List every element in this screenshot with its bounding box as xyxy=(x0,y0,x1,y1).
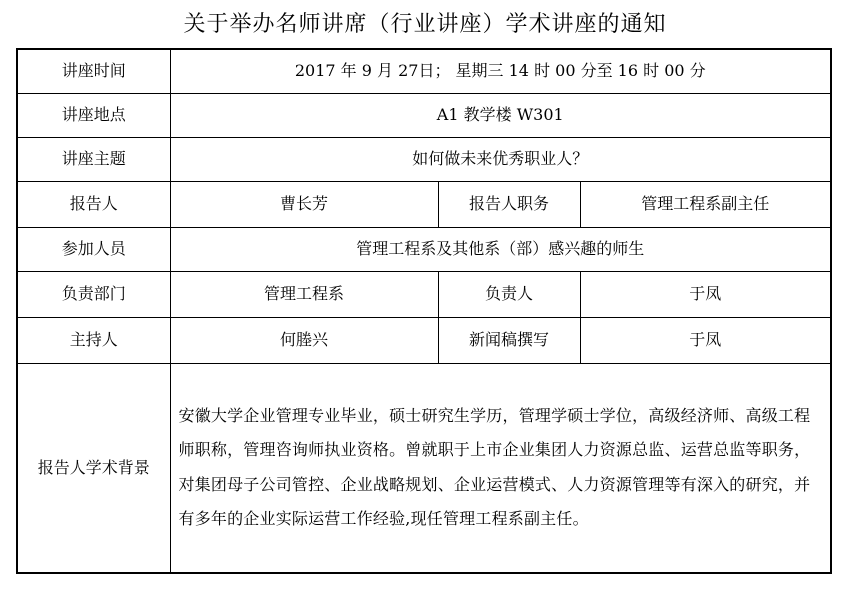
dept-value: 管理工程系 xyxy=(170,271,438,317)
background-label: 报告人学术背景 xyxy=(17,363,170,573)
page-title: 关于举办名师讲席（行业讲座）学术讲座的通知 xyxy=(183,12,667,37)
row-time xyxy=(17,49,831,93)
background-value: 安徽大学企业管理专业毕业，硕士研究生学历，管理学硕士学位，高级经济师、高级工程师职称，管理咨询师执业资格。曾就职于上市企业集团人力资源总监、运营总监等职务，对集团母子公司管控、企业战略规划、企业运营模式、人力资源管理等有深入的研究，并有多年的企业实际运营工作经验,现任管理工程系副主任。 xyxy=(170,363,831,573)
row-topic xyxy=(17,137,831,181)
news-writer-label: 新闻稿撰写 xyxy=(438,317,580,363)
speaker-title-value: 管理工程系副主任 xyxy=(580,181,831,227)
audience-value: 管理工程系及其他系（部）感兴趣的师生 xyxy=(170,227,831,271)
topic-value: 如何做未来优秀职业人？ xyxy=(170,137,831,181)
dept-label: 负责部门 xyxy=(17,271,170,317)
time-label: 讲座时间 xyxy=(17,49,170,93)
notice-table xyxy=(16,48,832,574)
news-writer-value: 于凤 xyxy=(580,317,831,363)
person-in-charge-label: 负责人 xyxy=(438,271,580,317)
host-value: 何塍兴 xyxy=(170,317,438,363)
speaker-value: 曹长芳 xyxy=(170,181,438,227)
place-label: 讲座地点 xyxy=(17,93,170,137)
audience-label: 参加人员 xyxy=(17,227,170,271)
time-value: 2017 年 9 月 27日； 星期三 14 时 00 分至 16 时 00 分 xyxy=(170,49,831,93)
speaker-title-label: 报告人职务 xyxy=(438,181,580,227)
row-host xyxy=(17,317,831,363)
place-value: A1 教学楼 W301 xyxy=(170,93,831,137)
row-background xyxy=(17,363,831,573)
row-place xyxy=(17,93,831,137)
row-audience xyxy=(17,227,831,271)
row-speaker xyxy=(17,181,831,227)
host-label: 主持人 xyxy=(17,317,170,363)
speaker-label: 报告人 xyxy=(17,181,170,227)
row-dept xyxy=(17,271,831,317)
topic-label: 讲座主题 xyxy=(17,137,170,181)
person-in-charge-value: 于凤 xyxy=(580,271,831,317)
